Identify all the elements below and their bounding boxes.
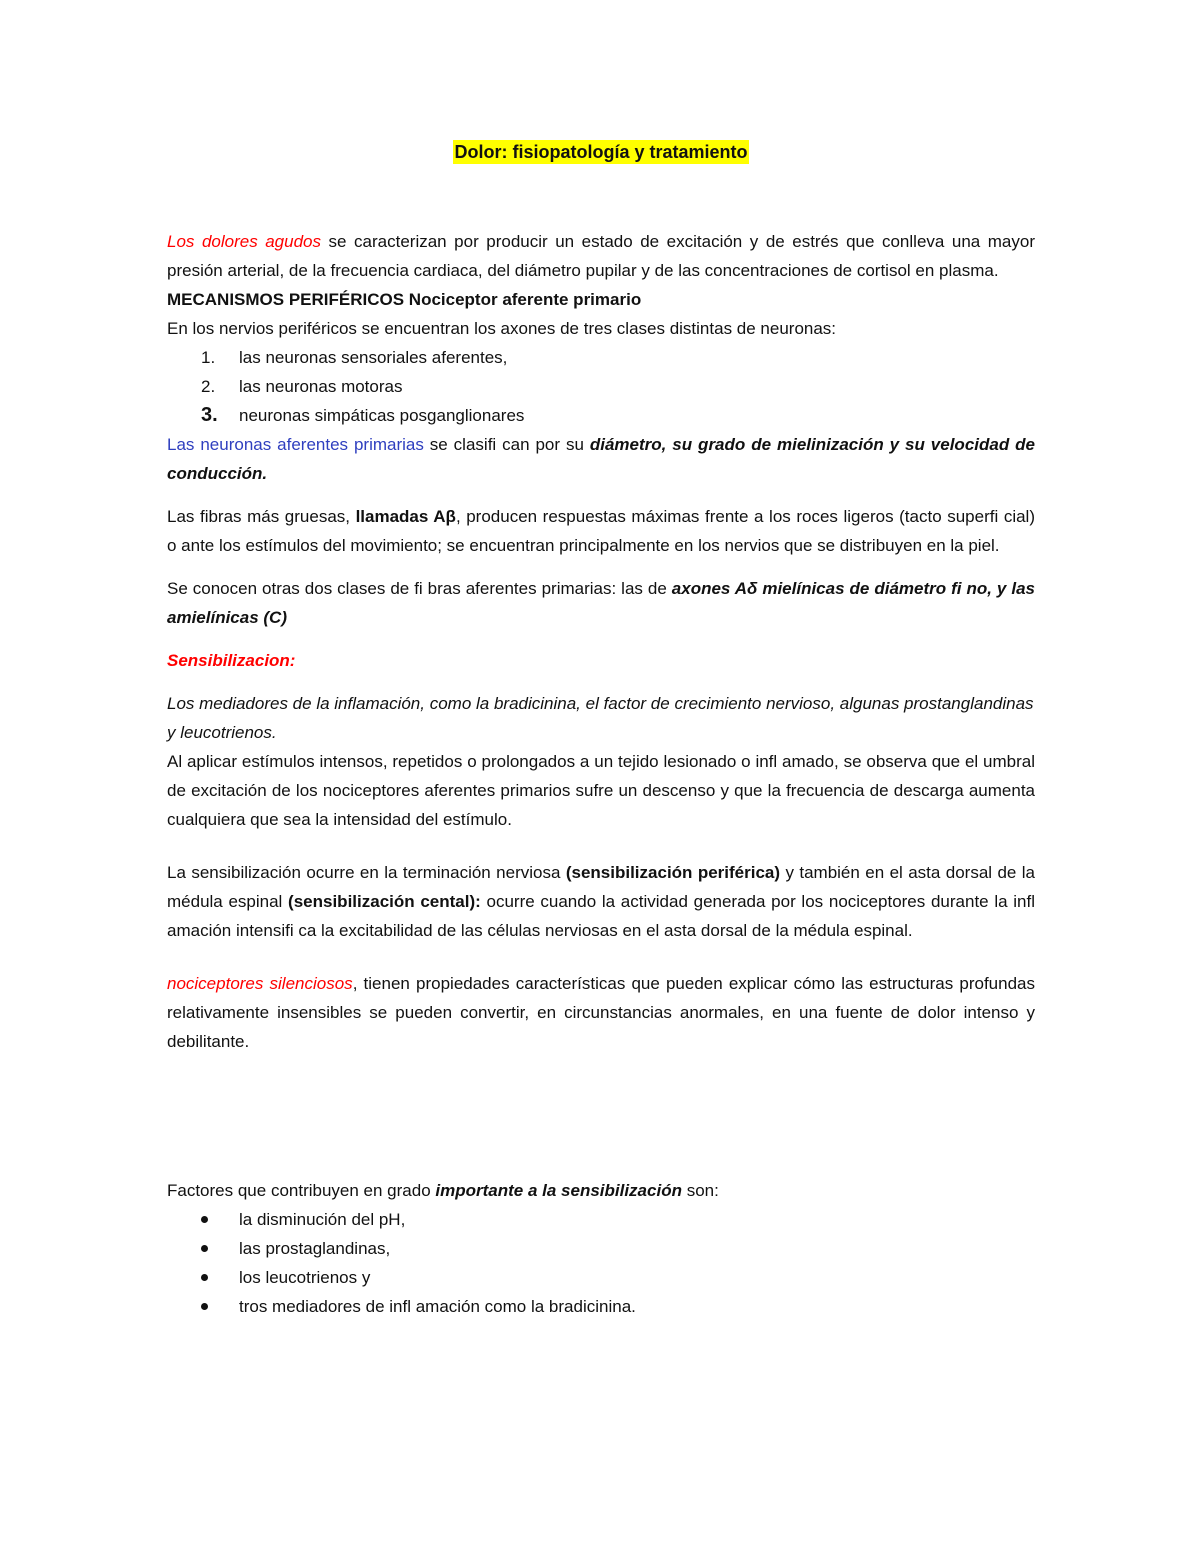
list-item-text: las neuronas motoras [239,377,403,396]
list-item-text: la disminución del pH, [239,1210,406,1229]
paragraph-text: Se conocen otras dos clases de fi bras aferentes primarias: las de [167,579,672,598]
bullet-icon [201,1303,208,1310]
paragraph-otras-clases [167,574,1035,632]
paragraph-dolores-agudos [167,227,1035,285]
document-page [167,120,1035,1321]
paragraph-fibras-gruesas [167,502,1035,560]
list-item [167,372,1035,401]
list-item-text: las prostaglandinas, [239,1239,391,1258]
paragraph-text: La sensibilización ocurre en la terminación nerviosa [167,863,566,882]
heading-mecanismos: MECANISMOS PERIFÉRICOS Nociceptor aferente primario [167,290,642,309]
paragraph-mediadores: Los mediadores de la inflamación, como la bradicinina, el factor de crecimiento nervioso, algunas prostanglandinas y leucotrienos. [167,694,1034,742]
paragraph-text: se caracterizan por producir un estado de excitación y de estrés que conlleva una mayor presión arterial, de la frecuencia cardiaca, del diámetro pupilar y de las concentraciones de cortisol en plasma. [167,232,1036,280]
paragraph-text: , producen respuestas máximas frente a los roces ligeros (tacto superfi cial) o ante los estímulos del movimiento; se encuentran principalmente en los nervios que se distribuyen en la piel. [167,507,1035,555]
list-item [167,1263,1035,1292]
emphasis-text: importante a la sensibilización [435,1181,682,1200]
emphasis-text: (sensibilización cental): [288,892,481,911]
highlight-nociceptores-silenciosos: nociceptores silenciosos [167,974,353,993]
bullet-icon [201,1245,208,1252]
list-item [167,401,1035,430]
paragraph-nervios: En los nervios periféricos se encuentran los axones de tres clases distintas de neuronas: [167,319,837,338]
paragraph-text: se clasifi can por su [423,435,590,454]
emphasis-text: llamadas Aβ [355,507,456,526]
emphasis-text: (sensibilización periférica) [565,863,781,882]
list-item [167,1234,1035,1263]
list-item-text: los leucotrienos y [239,1268,371,1287]
emphasis-text: diámetro, su grado de mielinización y su velocidad de conducción. [167,435,1035,483]
list-item-text: las neuronas sensoriales aferentes, [239,348,508,367]
list-item [167,343,1035,372]
paragraph-text: ocurre cuando la actividad generada por los nociceptores durante la infl amación intensifi ca la excitabilidad de las células nerviosas en el asta dorsal de la médula espinal. [167,892,1035,940]
highlight-dolores-agudos: Los dolores agudos [167,232,322,251]
list-number: 1. [201,348,216,367]
paragraph-nociceptores-silenciosos [167,969,1035,1056]
document-title: Dolor: fisiopatología y tratamiento [454,142,748,162]
paragraph-aferentes-primarias [167,430,1035,488]
paragraph-text: y también en el asta dorsal de la médula espinal [167,863,1036,911]
title-container [167,138,1035,167]
bullet-list [167,1205,1035,1321]
paragraph-sensibilizacion-ocurre [167,858,1035,945]
bullet-icon [201,1216,208,1223]
paragraph-estimulos: Al aplicar estímulos intensos, repetidos o prolongados a un tejido lesionado o infl amado, se observa que el umbral de excitación de los nociceptores aferentes primarios sufre un descenso y que la frecuencia de descarga aumenta cualquiera que sea la intensidad del estímulo. [167,752,1035,829]
list-item [167,1292,1035,1321]
emphasis-text: axones Aδ mielínicas de diámetro fi no, y las amielínicas (C) [167,579,1035,627]
paragraph-factores [167,1176,1035,1205]
list-item-text: neuronas simpáticas posganglionares [239,406,525,425]
paragraph-text: son: [681,1181,719,1200]
heading-sensibilizacion: Sensibilizacion: [167,651,296,670]
list-item-text: tros mediadores de infl amación como la bradicinina. [239,1297,636,1316]
paragraph-text: Las fibras más gruesas, [167,507,356,526]
list-number: 3. [201,404,218,426]
paragraph-text: Factores que contribuyen en grado [167,1181,436,1200]
numbered-list [167,343,1035,430]
paragraph-text: , tienen propiedades características que pueden explicar cómo las estructuras profundas relativamente insensibles se pueden convertir, en circunstancias anormales, en una fuente de dolor intenso y debilitante. [167,974,1035,1051]
list-item [167,1205,1035,1234]
bullet-icon [201,1274,208,1281]
highlight-aferentes-primarias: Las neuronas aferentes primarias [167,435,424,454]
list-number: 2. [201,377,216,396]
